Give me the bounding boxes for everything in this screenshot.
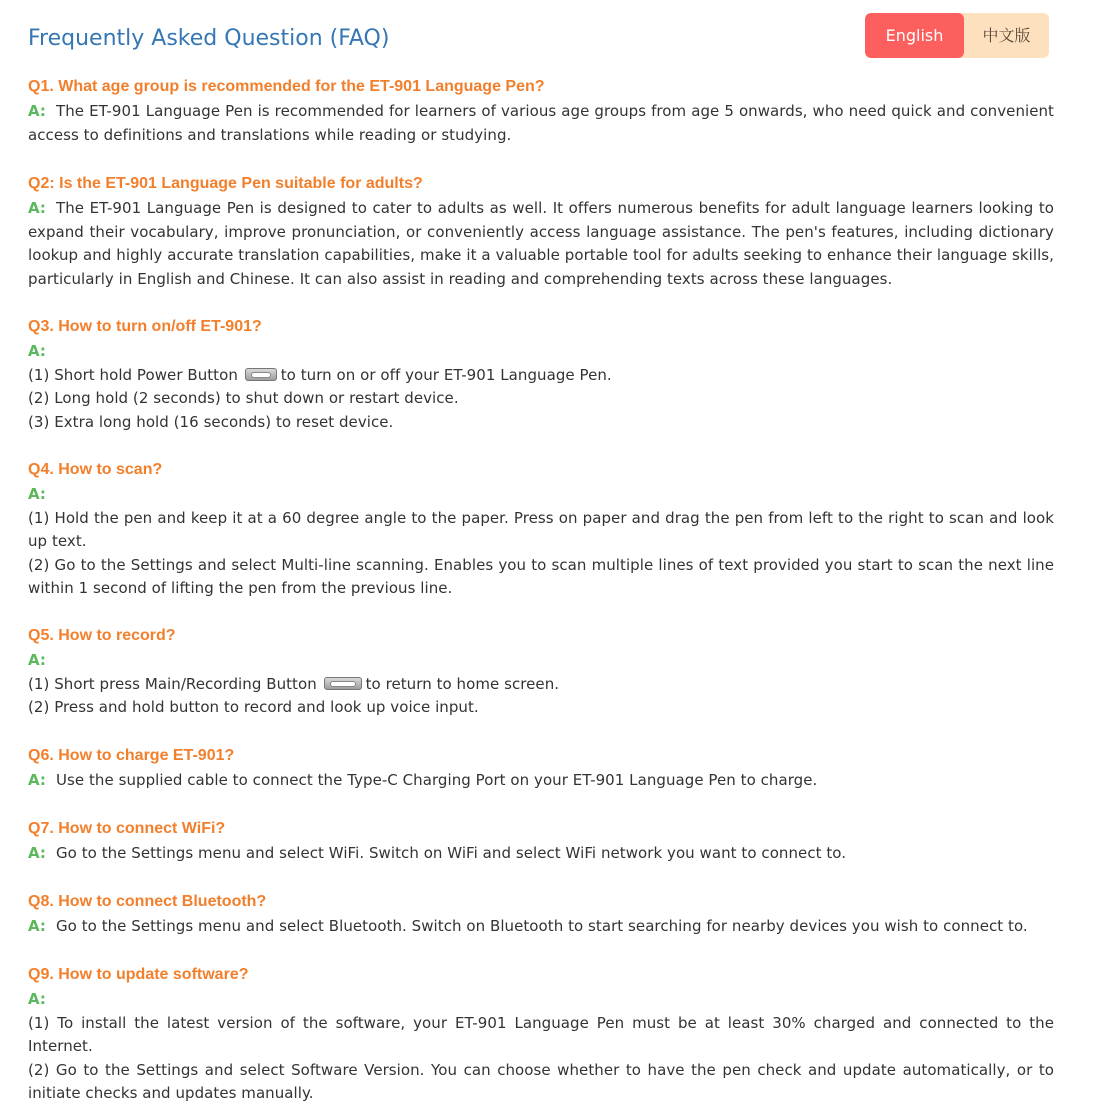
answer-line: (2) Go to the Settings and select Software Version. You can choose whether to have the pen check and update automatically, or to initiate checks and updates manually. <box>28 1060 1054 1102</box>
faq-question: Q5. How to record? <box>28 627 176 644</box>
answer-line: (2) Press and hold button to record and look up voice input. <box>28 698 479 716</box>
faq-item-q4 <box>28 460 1054 601</box>
faq-item-q2 <box>28 174 1054 291</box>
faq-item-q1 <box>28 77 1054 147</box>
answer-text: Use the supplied cable to connect the Type-C Charging Port on your ET-901 Language Pen to charge. <box>56 771 818 789</box>
answer-line: (3) Extra long hold (16 seconds) to reset device. <box>28 412 394 431</box>
english-language-button[interactable]: English <box>865 13 964 58</box>
faq-answer <box>28 197 1054 291</box>
answer-label: A: <box>28 917 46 935</box>
faq-question: Q1. What age group is recommended for the ET-901 Language Pen? <box>28 78 545 95</box>
faq-item-q5 <box>28 626 1054 720</box>
faq-question: Q2: Is the ET-901 Language Pen suitable for adults? <box>28 175 423 192</box>
answer-label: A: <box>28 651 46 669</box>
faq-answer <box>28 100 1054 147</box>
answer-label: A: <box>28 485 46 503</box>
answer-text: The ET-901 Language Pen is recommended for learners of various age groups from age 5 onwards, who need quick and convenient access to definitions and translations while reading or studying. <box>28 102 1054 144</box>
faq-answer <box>28 988 1054 1106</box>
answer-label: A: <box>28 771 46 789</box>
answer-text: Go to the Settings menu and select WiFi. Switch on WiFi and select WiFi network you want to connect to. <box>56 844 847 862</box>
answer-line <box>28 673 1054 697</box>
faq-answer <box>28 769 1054 793</box>
answer-text: Go to the Settings menu and select Bluetooth. Switch on Bluetooth to start searching for nearby devices you wish to connect to. <box>56 917 1028 935</box>
answer-label: A: <box>28 844 46 862</box>
faq-item-q9 <box>28 965 1054 1106</box>
recording-button-icon <box>324 677 362 690</box>
faq-question: Q6. How to charge ET-901? <box>28 747 235 764</box>
faq-answer <box>28 842 1054 866</box>
faq-answer <box>28 649 1054 720</box>
answer-line: (1) To install the latest version of the software, your ET-901 Language Pen must be at least 30% charged and connected to the Internet. <box>28 1013 1054 1055</box>
faq-question: Q4. How to scan? <box>28 461 163 478</box>
faq-question: Q3. How to turn on/off ET-901? <box>28 318 262 335</box>
faq-answer <box>28 340 1054 434</box>
faq-answer <box>28 483 1054 601</box>
answer-line: (1) Hold the pen and keep it at a 60 degree angle to the paper. Press on paper and drag the pen from left to the right to scan and look up text. <box>28 508 1054 550</box>
faq-item-q8 <box>28 892 1054 939</box>
faq-question: Q9. How to update software? <box>28 966 249 983</box>
answer-line: (2) Long hold (2 seconds) to shut down or restart device. <box>28 389 459 407</box>
faq-question: Q8. How to connect Bluetooth? <box>28 893 267 910</box>
answer-text: (1) Short hold Power Button <box>28 365 238 384</box>
faq-item-q6 <box>28 746 1054 793</box>
answer-label: A: <box>28 342 46 360</box>
page-header <box>28 0 1054 62</box>
answer-line: (2) Go to the Settings and select Multi-line scanning. Enables you to scan multiple lines of text provided you start to scan the next line within 1 second of lifting the pen from the previous line. <box>28 555 1054 597</box>
page-title: Frequently Asked Question (FAQ) <box>28 26 390 51</box>
answer-text: to return to home screen. <box>365 674 560 693</box>
faq-answer <box>28 915 1054 939</box>
faq-question: Q7. How to connect WiFi? <box>28 820 226 837</box>
language-toggle <box>865 13 1049 58</box>
faq-item-q3 <box>28 317 1054 434</box>
chinese-language-button[interactable]: 中文版 <box>982 26 1031 45</box>
answer-label: A: <box>28 102 46 120</box>
answer-label: A: <box>28 199 46 217</box>
answer-text: to turn on or off your ET-901 Language Pen. <box>280 365 612 384</box>
power-button-icon <box>245 368 277 381</box>
answer-text: The ET-901 Language Pen is designed to cater to adults as well. It offers numerous benefits for adult language learners looking to expand their vocabulary, improve pronunciation, or conveniently access language assistance. The pen's features, including dictionary lookup and highly accurate translation capabilities, make it a valuable portable tool for adults seeking to enhance their language skills, particularly in English and Chinese. It can also assist in reading and comprehending texts across these languages. <box>28 199 1054 288</box>
answer-line <box>28 364 1054 388</box>
faq-page <box>28 0 1054 1102</box>
answer-text: (1) Short press Main/Recording Button <box>28 674 317 693</box>
faq-item-q7 <box>28 819 1054 866</box>
answer-label: A: <box>28 990 46 1008</box>
